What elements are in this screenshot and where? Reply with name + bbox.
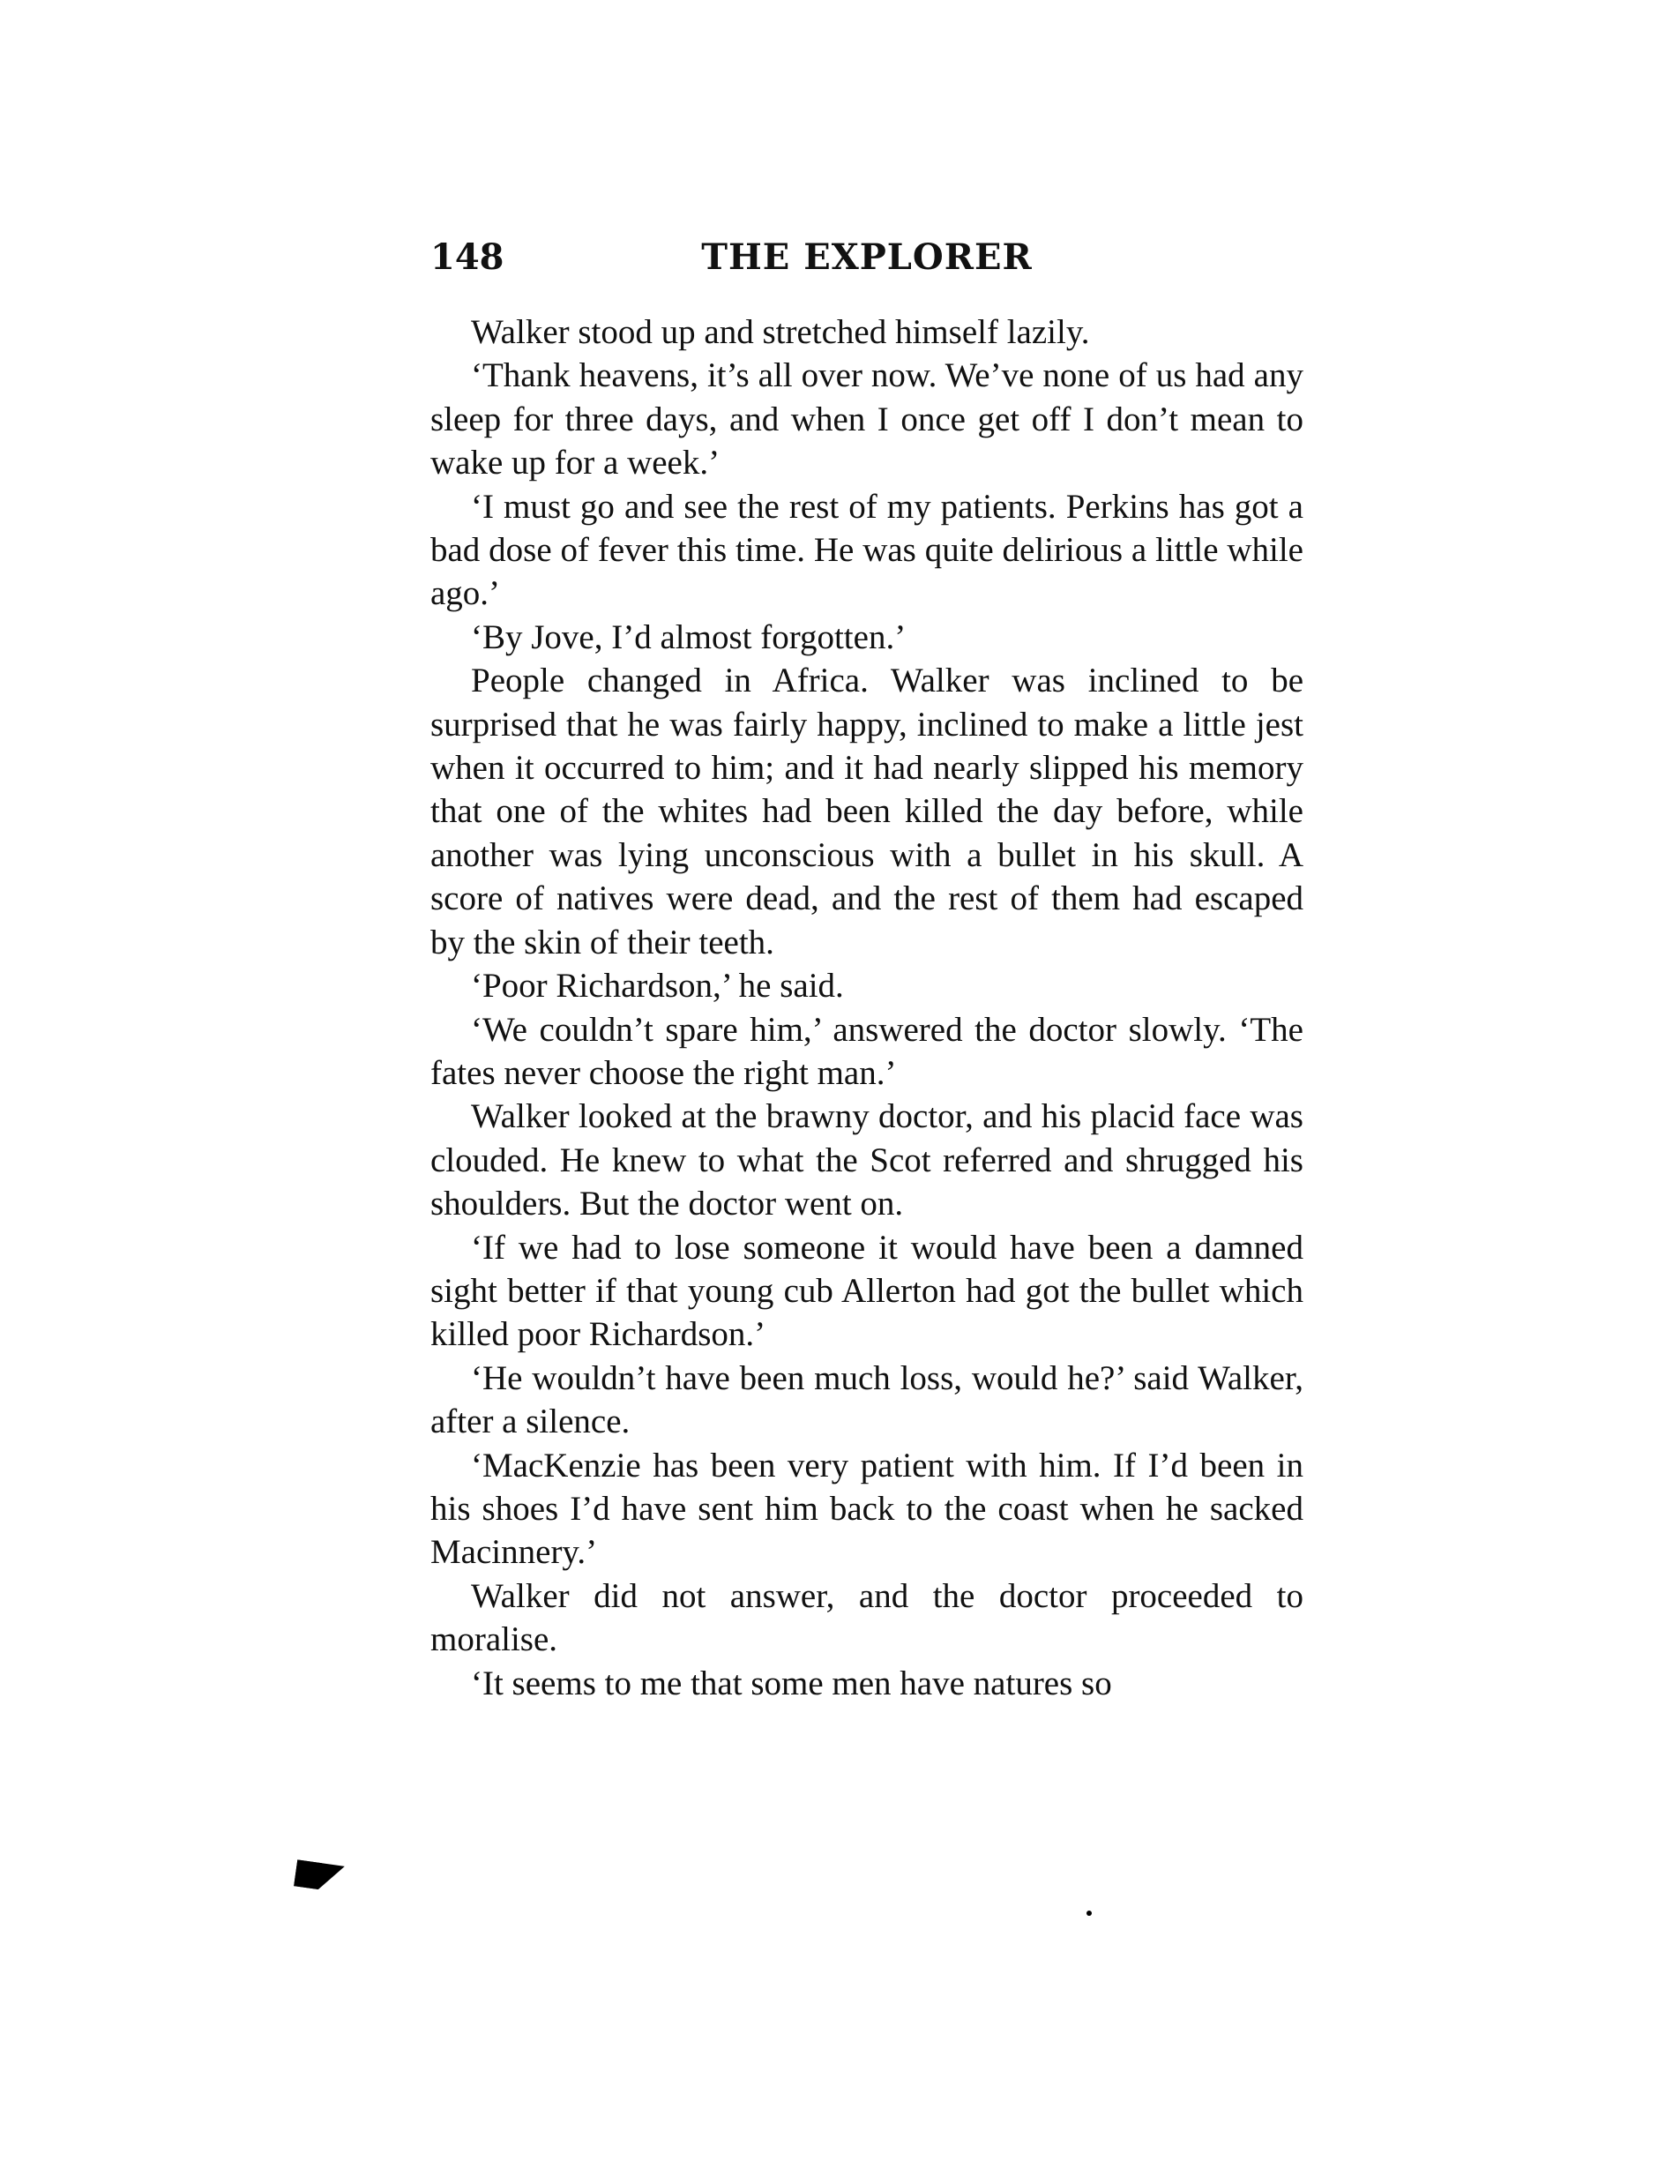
paragraph: ‘MacKenzie has been very patient with him. If I’d been in his shoes I’d have sent him back to the coast when he sacked Macinnery.’: [430, 1446, 1303, 1572]
paragraph: ‘I must go and see the rest of my patients. Perkins has got a bad dose of fever this time. He was quite delirious a little while ago.’: [430, 487, 1303, 613]
page-number: 148: [430, 236, 504, 278]
scan-mark: [294, 1859, 345, 1892]
paragraph: Walker did not answer, and the doctor proceeded to moralise.: [430, 1576, 1303, 1659]
paragraph: People changed in Africa. Walker was inclined to be surprised that he was fairly happy, inclined to make a little jest when it occurred to him; and it had nearly slipped his memory that one of the whites had been killed the day before, while another was lying unconscious with a bullet in his skull. A score of natives were dead, and the rest of them had escaped by the skin of their teeth.: [430, 662, 1303, 961]
paragraph: ‘Poor Richardson,’ he said.: [471, 967, 844, 1006]
paragraph: ‘If we had to lose someone it would have been a damned sight better if that young cub Allerton had got the bullet which killed poor Richardson.’: [430, 1228, 1303, 1354]
paragraph: Walker looked at the brawny doctor, and his placid face was clouded. He knew to what the Scot referred and shrugged his shoulders. But the doctor went on.: [430, 1097, 1303, 1223]
scan-speck: [1086, 1911, 1092, 1916]
paragraph: ‘He wouldn’t have been much loss, would he?’ said Walker, after a silence.: [430, 1358, 1303, 1441]
paragraph: ‘By Jove, I’d almost forgotten.’: [471, 617, 907, 656]
running-title: THE EXPLORER: [701, 236, 1033, 278]
paragraph: ‘We couldn’t spare him,’ answered the doctor slowly. ‘The fates never choose the right man.’: [430, 1010, 1303, 1092]
page-header: [430, 236, 1303, 298]
paragraph: ‘It seems to me that some men have natures so: [471, 1664, 1112, 1702]
body-text: [430, 310, 1303, 1705]
paragraph: Walker stood up and stretched himself lazily.: [471, 313, 1090, 351]
paragraph: ‘Thank heavens, it’s all over now. We’ve none of us had any sleep for three days, and when I once get off I don’t mean to wake up for a week.’: [430, 356, 1303, 482]
